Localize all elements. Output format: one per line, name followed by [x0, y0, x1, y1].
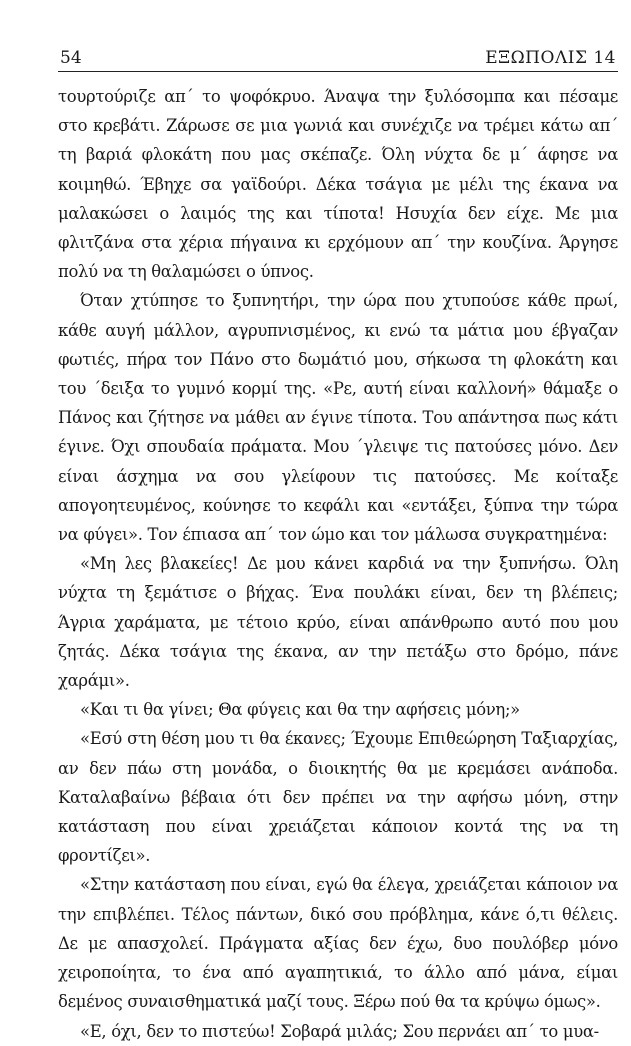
paragraph: «Ε, όχι, δεν το πιστεύω! Σοβαρά μιλάς; Σου περνάει απ΄ το μυα-: [80, 1021, 599, 1041]
paragraph: «Εσύ στη θέση μου τι θα έκανες; Έχουμε Επιθεώρηση Ταξιαρχίας, αν δεν πάω στη μονάδα, ο διοικητής θα με κρεμάσει ανάποδα. Καταλαβαίνω βέβαια ότι δεν πρέπει να την αφήσω μόνη, στην κατάσταση που είναι χρειάζεται κάποιον κοντά της να τη φροντίζει».: [58, 729, 618, 866]
paragraph: «Και τι θα γίνει; Θα φύγεις και θα την αφήσεις μόνη;»: [80, 700, 520, 720]
body-text: [58, 82, 618, 1046]
paragraph: Όταν χτύπησε το ξυπνητήρι, την ώρα που χτυπούσε κάθε πρωί, κάθε αυγή μάλλον, αγρυπνισμένος, κι ενώ τα μάτια μου έβγαζαν φωτιές, πήρα τον Πάνο στο δωμάτιό μου, σήκωσα τη φλοκάτη και του ΄δειξα το γυμνό κορμί της. «Ρε, αυτή είναι καλλονή» θάμαξε ο Πάνος και ζήτησε να μάθει αν έγινε τίποτα. Του απάντησα πως κάτι έγινε. Όχι σπουδαία πράματα. Μου ΄γλειψε τις πατούσες μόνο. Δεν είναι άσχημα να σου γλείφουν τις πατούσες. Με κοίταξε απογοητευμένος, κούνησε το κεφάλι και «εντάξει, ξύπνα την τώρα να φύγει». Τον έπιασα απ΄ τον ώμο και τον μάλωσα συγκρατημένα:: [58, 291, 618, 545]
running-title: ΕΞΩΠΟΛΙΣ 14: [485, 48, 616, 68]
page-number: 54: [60, 48, 82, 68]
running-header: [58, 48, 618, 72]
paragraph: τουρτούριζε απ΄ το ψοφόκρυο. Άναψα την ξυλόσομπα και πέσαμε στο κρεβάτι. Ζάρωσε σε μια γωνιά και συνέχιζε να τρέμει κάτω απ΄ τη βαριά φλοκάτη που μας σκέπαζε. Όλη νύχτα δε μ΄ άφησε να κοιμηθώ. Έβηχε σα γαϊδούρι. Δέκα τσάγια με μέλι της έκανα να μαλακώσει ο λαιμός της και τίποτα! Ησυχία δεν είχε. Με μια φλιτζάνα στα χέρια πήγαινα κι ερχόμουν απ΄ την κουζίνα. Άργησε πολύ να τη θαλαμώσει ο ύπνος.: [58, 87, 618, 282]
book-page: [58, 48, 618, 1046]
paragraph: «Στην κατάσταση που είναι, εγώ θα έλεγα, χρειάζεται κάποιον να την επιβλέπει. Τέλος πάντων, δικό σου πρόβλημα, κάνε ό,τι θέλεις. Δε με απασχολεί. Πράγματα αξίας δεν έχω, δυο πουλόβερ μόνο χειροποίητα, το ένα από αγαπητικιά, το άλλο από μάνα, είμαι δεμένος συναισθηματικά μαζί τους. Ξέρω πού θα τα κρύψω όμως».: [58, 875, 618, 1012]
paragraph: «Μη λες βλακείες! Δε μου κάνει καρδιά να την ξυπνήσω. Όλη νύχτα τη ξεμάτισε ο βήχας. Ένα πουλάκι είναι, δεν τη βλέπεις; Άγρια χαράματα, με τέτοιο κρύο, είναι απάνθρωπο αυτό που μου ζητάς. Δέκα τσάγια της έκανα, αν την πετάξω στο δρόμο, πάνε χαράμι».: [58, 554, 618, 691]
